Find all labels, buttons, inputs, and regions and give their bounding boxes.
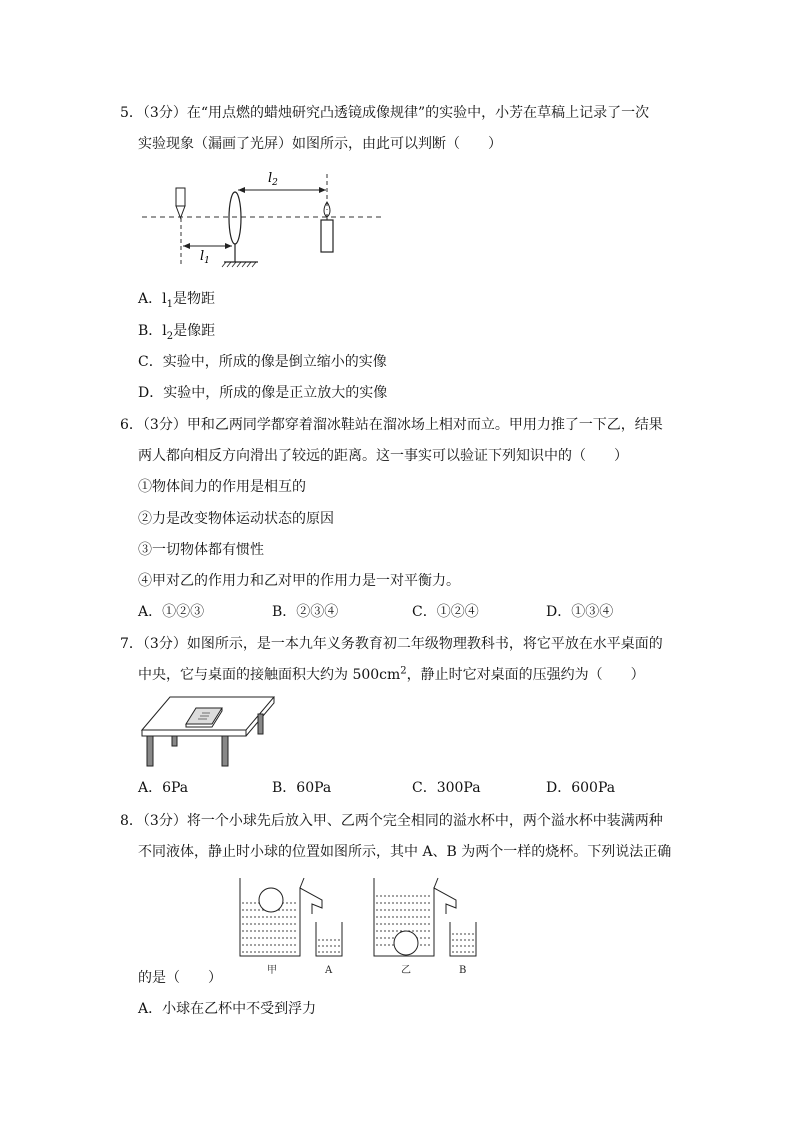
q5-stem-line1: 5．（3分）在“用点燃的蜡烛研究凸透镜成像规律”的实验中，小芳在草稿上记录了一次 [120,105,650,121]
q7-table-book-figure [138,694,278,770]
overflow-cup-yi-icon [374,878,456,956]
q6-statement-3: ③一切物体都有惯性 [138,542,264,558]
convex-lens-icon [229,192,241,244]
q7-option-d: D．600Pa [546,780,616,796]
label-l1-sub: 1 [204,256,210,266]
q7-options [138,778,678,798]
label-l2: l [268,171,273,186]
q6-statement-2: ②力是改变物体运动状态的原因 [138,511,334,527]
q6-stem-line2: 两人都向相反方向滑出了较远的距离。这一事实可以验证下列知识中的（ ） [138,448,628,464]
image-arrow-icon [176,188,185,218]
overflow-cup-jia-icon [240,878,322,956]
q5-lens-figure [140,170,400,275]
label-l1: l [200,249,205,264]
label-b: B [459,965,467,976]
beaker-a-icon [316,922,342,956]
label-yi: 乙 [401,965,411,976]
ball-sunk-icon [394,931,418,955]
q8-stem-line2: 不同液体，静止时小球的位置如图所示，其中 A、B 为两个一样的烧杯。下列说法正确 [138,844,672,860]
q8-stem-line1: 8．（3分）将一个小球先后放入甲、乙两个完全相同的溢水杯中，两个溢水杯中装满两种 [120,813,663,829]
q6-statement-4: ④甲对乙的作用力和乙对甲的作用力是一对平衡力。 [138,573,460,589]
q6-options [138,602,678,622]
svg-text:l2 [268,171,278,188]
beaker-b-icon [450,922,476,956]
q5-option-d: D．实验中，所成的像是正立放大的实像 [138,385,388,401]
q7-stem-line1: 7．（3分）如图所示，是一本九年义务教育初二年级物理教科书，将它平放在水平桌面的 [120,636,663,652]
q5-option-b: B．$l_2$是像距 [138,323,216,342]
q7-stem-line2: 中央，它与桌面的接触面积大约为 $500cm^2$，静止时它对桌面的压强约为（ ） [138,665,645,683]
q5-option-a: A．$l_1$是物距 [138,291,215,310]
q8-overflow-cups-figure [234,870,494,978]
q6-statement-1: ①物体间力的作用是相互的 [138,479,306,495]
q5-option-c: C．实验中，所成的像是倒立缩小的实像 [138,354,387,370]
q8-option-a: A．小球在乙杯中不受到浮力 [138,1001,317,1017]
q5-stem-line2: 实验现象（漏画了光屏）如图所示，由此可以判断（ ） [138,136,502,152]
q7-option-b: B．60Pa [272,780,332,796]
q6-stem-line1: 6．（3分）甲和乙两同学都穿着溜冰鞋站在溜冰场上相对而立。甲用力推了一下乙，结果 [120,417,663,433]
q7-option-c: C．300Pa [412,780,481,796]
label-jia: 甲 [267,965,277,976]
q6-option-d: D．①③④ [546,604,614,620]
q6-option-a: A．①②③ [138,604,205,620]
q6-option-b: B．②③④ [272,604,339,620]
label-l2-sub: 2 [272,178,278,188]
label-a: A [325,965,333,976]
q6-option-c: C．①②④ [412,604,479,620]
q7-option-a: A．6Pa [138,780,189,796]
svg-text:l1 [200,249,210,266]
q8-stem-line3: 的是（ ） [138,970,222,986]
table-icon [142,697,274,766]
book-icon [186,708,222,727]
ball-floating-icon [259,888,283,912]
